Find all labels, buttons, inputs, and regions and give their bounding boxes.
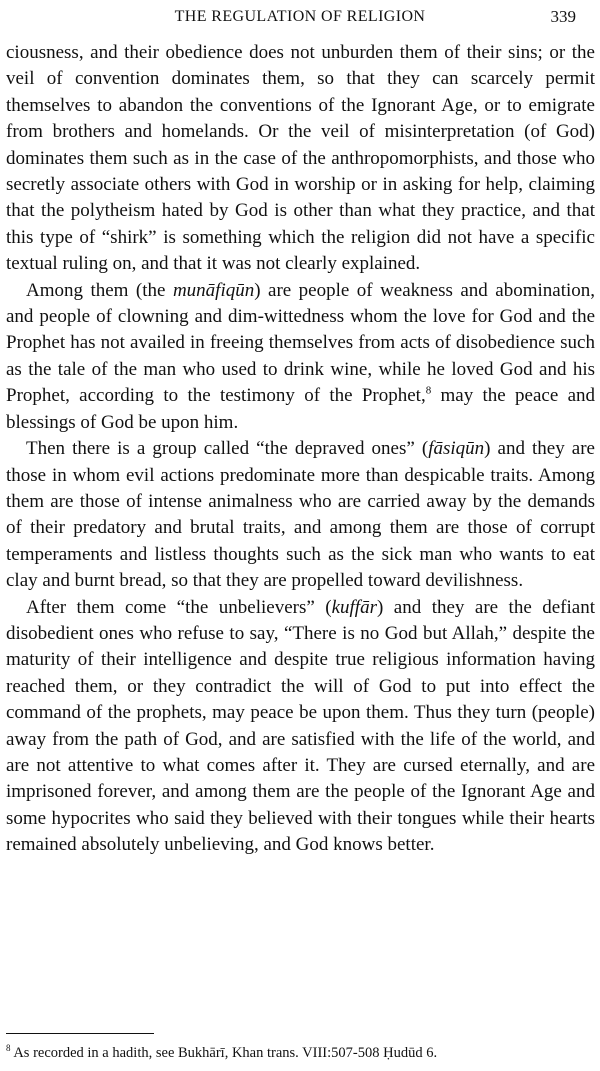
footnote-marker: 8 <box>6 1043 11 1054</box>
paragraph-2-text-start: Among them (the <box>26 279 173 301</box>
paragraph-2-text-middle: ) are people of weakness and abomination, and people of clowning and dim-wittedness whom the love for God and the Prophet has not availed in freeing themselves from acts of disobedience such as the tale of the man who used to drink wine, while he loved God and his Prophet, according to the testimony of the Prophet, <box>6 279 595 407</box>
body-text <box>6 40 595 859</box>
page-number: 339 <box>550 7 576 26</box>
term-munafiqun: munāfiqūn <box>172 279 255 301</box>
paragraph-1 <box>6 40 595 278</box>
paragraph-4 <box>6 595 595 859</box>
paragraph-4-text-start: After them come “the unbelievers” ( <box>26 596 332 618</box>
paragraph-3-text-end: ) and they are those in whom evil actions predominate more than despicable traits. Among them are those of intense animalness who are carried away by the demands of their predatory and brutal traits, and among them are those of corrupt temperaments and listless thoughts such as the sick man who wants to eat clay and burnt bread, so that they are propelled toward devilishness. <box>6 438 595 592</box>
footnote-reference-8[interactable]: 8 <box>425 384 432 397</box>
term-kuffar: kuffār <box>331 596 377 618</box>
footnote-divider <box>6 1033 154 1034</box>
running-header <box>0 4 600 30</box>
running-header-title: THE REGULATION OF RELIGION <box>174 8 426 25</box>
paragraph-3-text-start: Then there is a group called “the depraved ones” ( <box>26 438 429 460</box>
term-fasiqun: fāsiqūn <box>428 438 485 460</box>
paragraph-4-text-end: ) and they are the defiant disobedient ones who refuse to say, “There is no God but Allah,” despite the maturity of their intelligence and despite true religious information having reached them, or they contradict the will of God to put into effect the command of the prophets, may peace be upon them. Thus they turn (people) away from the path of God, and are satisfied with the life of the world, and are not attentive to what comes after it. They are cursed eternally, and are imprisoned forever, and among them are the people of the Ignorant Age and some hypocrites who said they believed with their tongues while their hearts remained absolutely unbelieving, and God knows better. <box>6 596 595 856</box>
paragraph-3 <box>6 436 595 594</box>
paragraph-1-text: ciousness, and their obedience does not unburden them of their sins; or the veil of convention dominates them, so that they can scarcely permit themselves to abandon the conventions of the Ignorant Age, or to emigrate from brothers and homelands. Or the veil of misinterpretation (of God) dominates them such as in the case of the anthropomorphists, and those who secretly associate others with God in worship or in asking for help, claiming that the polytheism hated by God is other than what they practice, and that this type of “shirk” is something which the religion did not have a specific textual ruling on, and that it was not clearly explained. <box>6 42 595 275</box>
paragraph-2-text-end: may the peace and blessings of God be upon him. <box>6 385 595 433</box>
footnote-text: As recorded in a hadith, see Bukhārī, Khan trans. VIII:507-508 Ḥudūd 6. <box>10 1045 438 1061</box>
footnote-8 <box>6 1044 596 1062</box>
paragraph-2 <box>6 278 595 436</box>
